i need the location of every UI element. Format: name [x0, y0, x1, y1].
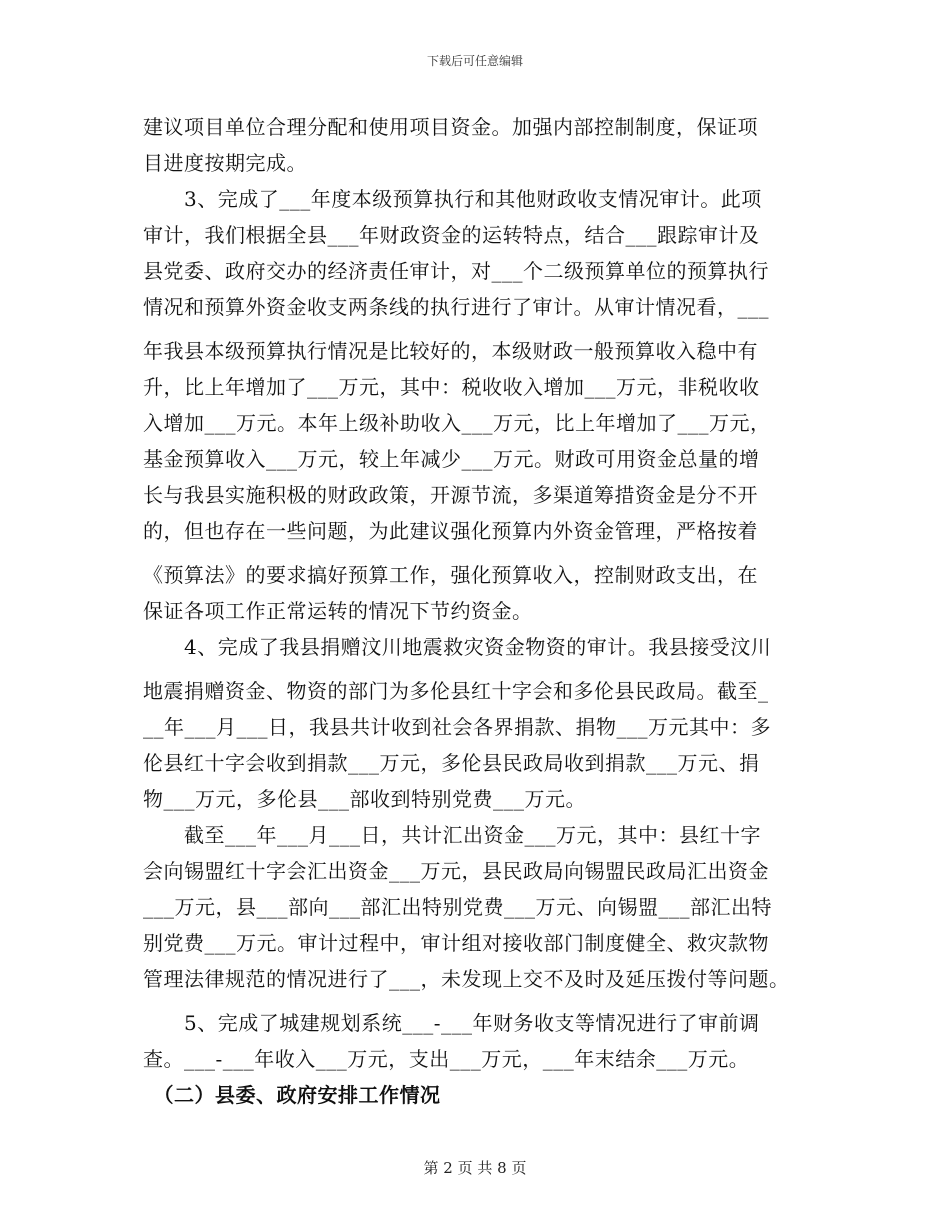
page-header: 下载后可任意编辑 [426, 54, 523, 68]
text-line: 地震捐赠资金、物资的部门为多伦县红十字会和多伦县民政局。截至_ [143, 679, 769, 703]
text-line: 县党委、政府交办的经济责任审计，对___个二级预算单位的预算执行 [143, 259, 769, 283]
text-line: 4、完成了我县捐赠汶川地震救灾资金物资的审计。我县接受汶川 [143, 635, 772, 659]
text-line: 的，但也存在一些问题，为此建议强化预算内外资金管理，严格按着 [143, 519, 758, 543]
text-line: 查。___-___年收入___万元，支出___万元，___年末结余___万元。 [143, 1047, 750, 1071]
text-line: 3、完成了___年度本级预算执行和其他财政收支情况审计。此项 [143, 187, 762, 211]
text-line: ___万元，县___部向___部汇出特别党费___万元、向锡盟___部汇出特 [143, 895, 772, 919]
text-line: 基金预算收入___万元，较上年减少___万元。财政可用资金总量的增 [143, 447, 760, 471]
text-line: 《预算法》的要求搞好预算工作，强化预算收入，控制财政支出，在 [143, 563, 758, 587]
text-line: 5、完成了城建规划系统___-___年财务收支等情况进行了审前调 [143, 1011, 760, 1035]
text-line: 保证各项工作正常运转的情况下节约资金。 [143, 599, 533, 623]
text-line: 建议项目单位合理分配和使用项目资金。加强内部控制制度，保证项 [143, 115, 758, 139]
text-line: 会向锡盟红十字会汇出资金___万元，县民政局向锡盟民政局汇出资金 [143, 859, 769, 883]
text-line: 物___万元，多伦县___部收到特别党费___万元。 [143, 787, 586, 811]
text-line: 长与我县实施积极的财政政策，开源节流，多渠道筹措资金是分不开 [143, 483, 758, 507]
page-footer: 第 2 页 共 8 页 [423, 1159, 527, 1177]
text-line: 情况和预算外资金收支两条线的执行进行了审计。从审计情况看，___ [143, 295, 769, 319]
text-line: 伦县红十字会收到捐款___万元，多伦县民政局收到捐款___万元、捐 [143, 751, 760, 775]
text-line: 截至___年___月___日，共计汇出资金___万元，其中：县红十字 [143, 823, 761, 847]
text-line: 年我县本级预算执行情况是比较好的，本级财政一般预算收入稳中有 [143, 339, 758, 363]
text-line: 别党费___万元。审计过程中，审计组对接收部门制度健全、救灾款物 [143, 931, 769, 955]
text-line: 升，比上年增加了___万元，其中：税收收入增加___万元，非税收收 [143, 375, 760, 399]
text-line: 管理法律规范的情况进行了___，未发现上交不及时及延压拨付等问题。 [143, 967, 790, 991]
text-line: 入增加___万元。本年上级补助收入___万元，比上年增加了___万元， [143, 411, 771, 435]
text-line: 目进度按期完成。 [143, 151, 307, 175]
text-line: 审计，我们根据全县___年财政资金的运转特点，结合___跟踪审计及 [143, 223, 760, 247]
text-line: __年___月___日，我县共计收到社会各界捐款、捐物___万元其中：多 [143, 715, 771, 739]
section-heading: （二）县委、政府安排工作情况 [143, 1083, 441, 1107]
